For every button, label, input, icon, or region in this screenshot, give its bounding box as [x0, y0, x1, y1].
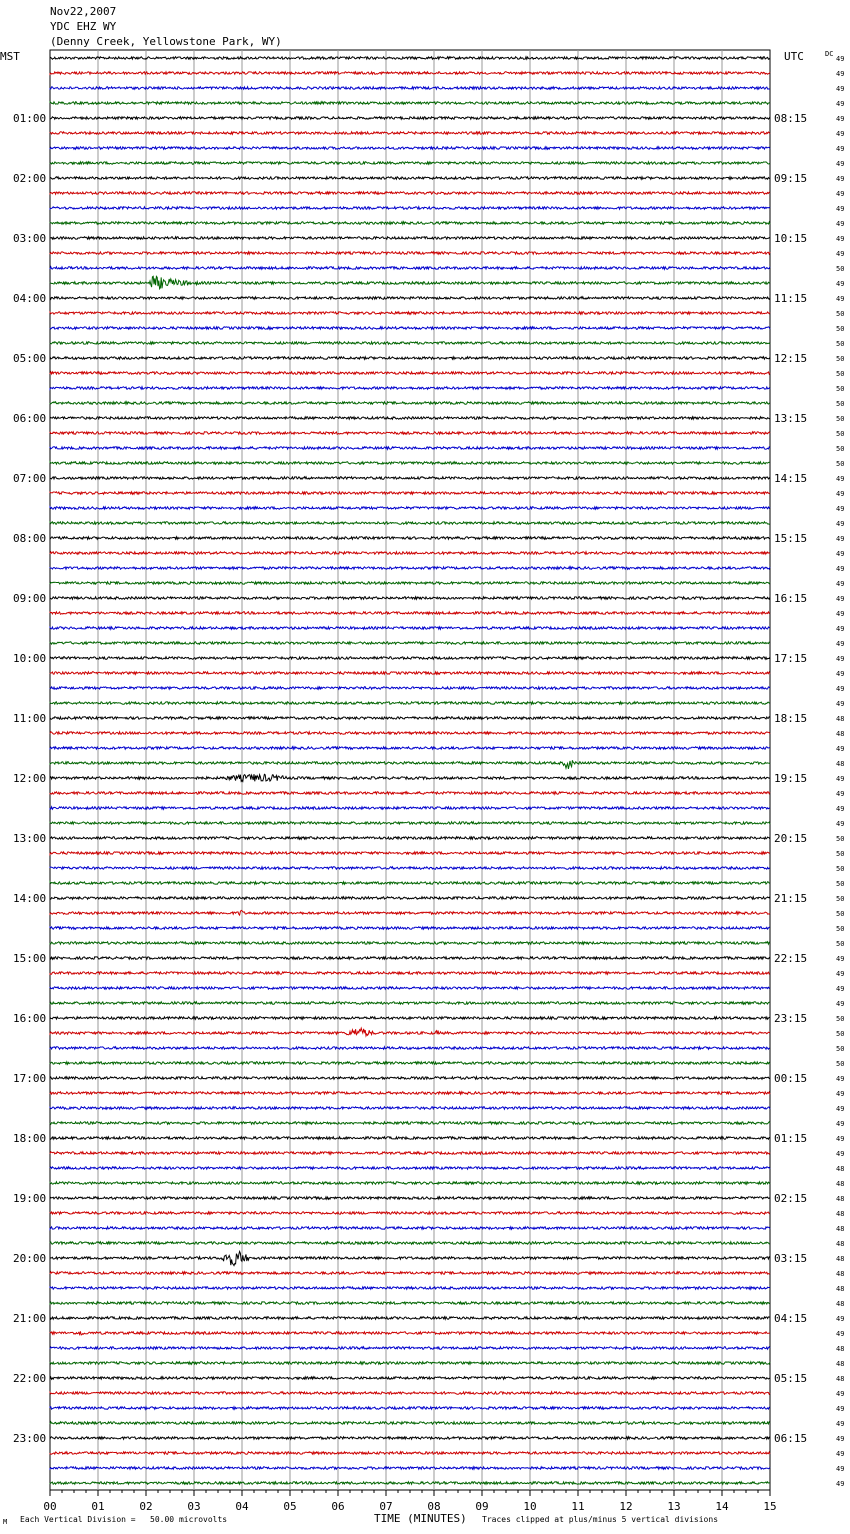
- trace-61: [50, 972, 770, 975]
- trace-52: [50, 837, 770, 840]
- dc-offset-value: 49: [836, 1150, 845, 1158]
- dc-offset-value: 50: [836, 910, 845, 918]
- dc-offset-value: 48: [836, 760, 845, 768]
- dc-offset-value: 49: [836, 1090, 845, 1098]
- x-tick-label: 09: [475, 1500, 489, 1513]
- trace-17: [50, 312, 770, 315]
- dc-offset-value: 48: [836, 1240, 845, 1248]
- trace-11: [50, 222, 770, 225]
- trace-68: [50, 1077, 770, 1080]
- x-tick-label: 13: [667, 1500, 681, 1513]
- utc-hour-label: 02:15: [774, 1192, 808, 1205]
- trace-76: [50, 1197, 770, 1199]
- dc-offset-value: 49: [836, 250, 845, 258]
- dc-offset-value: 50: [836, 370, 845, 378]
- trace-95: [50, 1482, 770, 1485]
- trace-71: [50, 1122, 770, 1125]
- dc-offset-value: 49: [836, 610, 845, 618]
- axis-labels: [0, 50, 833, 63]
- dc-offset-value: 49: [836, 1465, 845, 1473]
- dc-offset-value: 49: [836, 1120, 845, 1128]
- dc-offset-value: 50: [836, 1015, 845, 1023]
- trace-43: [50, 702, 770, 705]
- plot-date: Nov22,2007: [50, 5, 117, 18]
- trace-7: [50, 162, 770, 164]
- x-tick-label: 07: [379, 1500, 393, 1513]
- mst-hour-label: 09:00: [13, 592, 47, 605]
- utc-hour-label: 03:15: [774, 1252, 808, 1265]
- mst-hour-label: 06:00: [13, 412, 47, 425]
- x-tick-label: 05: [283, 1500, 297, 1513]
- trace-36: [50, 597, 770, 600]
- dc-offset-value: 49: [836, 235, 845, 243]
- trace-49: [50, 792, 770, 795]
- trace-37: [50, 612, 770, 615]
- x-axis-label: TIME (MINUTES): [374, 1512, 467, 1525]
- utc-hour-label: 18:15: [774, 712, 808, 725]
- trace-60: [50, 957, 770, 960]
- mst-hour-label: 18:00: [13, 1132, 47, 1145]
- dc-offset-value: 48: [836, 1255, 845, 1263]
- x-tick-label: 04: [235, 1500, 249, 1513]
- dc-offset-value: 49: [836, 145, 845, 153]
- x-tick-label: 10: [523, 1500, 537, 1513]
- trace-78: [50, 1227, 770, 1230]
- dc-offset-value: 49: [836, 1315, 845, 1323]
- mst-hour-label: 11:00: [13, 712, 47, 725]
- dc-offset-value: 49: [836, 565, 845, 573]
- trace-27: [50, 462, 770, 465]
- trace-79: [50, 1242, 770, 1245]
- dc-offset-value: 49: [836, 1105, 845, 1113]
- trace-80: [50, 1251, 770, 1265]
- dc-offset-value: 49: [836, 190, 845, 198]
- mst-hour-label: 08:00: [13, 532, 47, 545]
- station-location: (Denny Creek, Yellowstone Park, WY): [50, 35, 282, 48]
- dc-offset-value: 50: [836, 865, 845, 873]
- mst-hour-label: 16:00: [13, 1012, 47, 1025]
- utc-hour-label: 23:15: [774, 1012, 808, 1025]
- trace-62: [50, 987, 770, 989]
- dc-offset-value: 50: [836, 895, 845, 903]
- utc-hour-label: 11:15: [774, 292, 808, 305]
- trace-50: [50, 807, 770, 810]
- dc-offset-value: 49: [836, 475, 845, 483]
- dc-offset-value: 49: [836, 580, 845, 588]
- trace-24: [50, 417, 770, 420]
- trace-26: [50, 447, 770, 450]
- dc-offset-value: 49: [836, 550, 845, 558]
- utc-hour-label: 21:15: [774, 892, 808, 905]
- trace-4: [50, 117, 770, 120]
- dc-offset-value: 50: [836, 325, 845, 333]
- trace-25: [50, 432, 770, 434]
- dc-offset-value: 49: [836, 295, 845, 303]
- trace-16: [50, 297, 770, 300]
- dc-offset-value: 49: [836, 130, 845, 138]
- trace-91: [50, 1422, 770, 1425]
- dc-offset-value: 49: [836, 70, 845, 78]
- trace-74: [50, 1167, 770, 1170]
- minute-gridlines: [98, 50, 722, 1490]
- trace-20: [50, 357, 770, 360]
- utc-hour-label: 01:15: [774, 1132, 808, 1145]
- trace-22: [50, 387, 770, 390]
- dc-offset-value: 50: [836, 430, 845, 438]
- dc-offset-labels: [836, 55, 844, 1488]
- x-tick-label: 01: [91, 1500, 105, 1513]
- mst-hour-label: 01:00: [13, 112, 47, 125]
- dc-offset-value: 48: [836, 1165, 845, 1173]
- mst-hour-label: 21:00: [13, 1312, 47, 1325]
- utc-hour-label: 17:15: [774, 652, 808, 665]
- trace-2: [50, 87, 770, 90]
- trace-41: [50, 672, 770, 674]
- utc-hour-label: 05:15: [774, 1372, 808, 1385]
- trace-40: [50, 657, 770, 660]
- trace-73: [50, 1152, 770, 1155]
- trace-75: [50, 1182, 770, 1185]
- dc-offset-value: 49: [836, 1135, 845, 1143]
- x-tick-label: 08: [427, 1500, 441, 1513]
- trace-21: [50, 372, 770, 375]
- dc-offset-value: 49: [836, 115, 845, 123]
- dc-offset-value: 49: [836, 655, 845, 663]
- dc-offset-value: 48: [836, 1225, 845, 1233]
- trace-45: [50, 732, 770, 735]
- trace-88: [50, 1377, 770, 1379]
- trace-14: [50, 267, 770, 270]
- dc-offset-value: 49: [836, 505, 845, 513]
- dc-offset-value: 49: [836, 490, 845, 498]
- trace-69: [50, 1092, 770, 1095]
- trace-34: [50, 567, 770, 570]
- utc-hour-label: 22:15: [774, 952, 808, 965]
- dc-offset-value: 49: [836, 700, 845, 708]
- x-tick-label: 06: [331, 1500, 345, 1513]
- trace-35: [50, 582, 770, 585]
- dc-offset-value: 50: [836, 925, 845, 933]
- mst-hour-label: 05:00: [13, 352, 47, 365]
- x-tick-label: 14: [715, 1500, 729, 1513]
- dc-offset-value: 50: [836, 1030, 845, 1038]
- dc-offset-value: 48: [836, 1180, 845, 1188]
- x-tick-label: 15: [763, 1500, 777, 1513]
- utc-hour-label: 14:15: [774, 472, 808, 485]
- dc-offset-value: 49: [836, 1390, 845, 1398]
- trace-57: [50, 910, 770, 915]
- dc-offset-value: 48: [836, 1375, 845, 1383]
- trace-82: [50, 1287, 770, 1290]
- dc-offset-value: 48: [836, 1360, 845, 1368]
- x-tick-label: 03: [187, 1500, 201, 1513]
- mst-hour-label: 02:00: [13, 172, 47, 185]
- mst-hour-label: 13:00: [13, 832, 47, 845]
- dc-offset-value: 49: [836, 220, 845, 228]
- dc-offset-value: 50: [836, 400, 845, 408]
- dc-offset-value: 48: [836, 1300, 845, 1308]
- dc-offset-value: 49: [836, 970, 845, 978]
- dc-offset-value: 49: [836, 805, 845, 813]
- dc-offset-value: 49: [836, 775, 845, 783]
- utc-hour-label: 06:15: [774, 1432, 808, 1445]
- trace-70: [50, 1107, 770, 1110]
- dc-offset-value: 48: [836, 1345, 845, 1353]
- dc-offset-value: 50: [836, 340, 845, 348]
- dc-offset-value: 50: [836, 1060, 845, 1068]
- dc-offset-value: 49: [836, 1000, 845, 1008]
- trace-23: [50, 402, 770, 405]
- mst-hour-label: 03:00: [13, 232, 47, 245]
- x-tick-label: 02: [139, 1500, 153, 1513]
- dc-offset-value: 50: [836, 835, 845, 843]
- trace-56: [50, 897, 770, 900]
- dc-offset-value: 50: [836, 850, 845, 858]
- trace-77: [50, 1212, 770, 1214]
- dc-offset-value: 49: [836, 1420, 845, 1428]
- trace-19: [50, 342, 770, 344]
- dc-offset-value: 50: [836, 880, 845, 888]
- trace-10: [50, 207, 770, 210]
- trace-63: [50, 1002, 770, 1005]
- trace-85: [50, 1331, 770, 1335]
- mst-axis-label: MST: [0, 50, 20, 63]
- trace-58: [50, 927, 770, 930]
- dc-offset-value: 49: [836, 955, 845, 963]
- mst-hour-label: 20:00: [13, 1252, 47, 1265]
- utc-hour-label: 00:15: [774, 1072, 808, 1085]
- trace-9: [50, 192, 770, 195]
- trace-6: [50, 147, 770, 149]
- trace-59: [50, 942, 770, 945]
- dc-offset-value: 49: [836, 1075, 845, 1083]
- trace-3: [50, 102, 770, 105]
- dc-offset-value: 48: [836, 1195, 845, 1203]
- trace-66: [50, 1047, 770, 1050]
- dc-offset-value: 48: [836, 1270, 845, 1278]
- vertical-scale-note: Each Vertical Division = 50.00 microvolts: [20, 1515, 228, 1524]
- mst-hour-label: 12:00: [13, 772, 47, 785]
- x-tick-label: 00: [43, 1500, 57, 1513]
- trace-84: [50, 1317, 770, 1320]
- trace-55: [50, 882, 770, 885]
- mst-hour-label: 14:00: [13, 892, 47, 905]
- dc-offset-value: 50: [836, 385, 845, 393]
- trace-30: [50, 507, 770, 509]
- dc-offset-value: 50: [836, 460, 845, 468]
- trace-51: [50, 822, 770, 825]
- utc-hour-label: 20:15: [774, 832, 808, 845]
- trace-42: [50, 687, 770, 690]
- utc-axis-label: UTC: [784, 50, 804, 63]
- dc-offset-value: 50: [836, 265, 845, 273]
- dc-offset-value: 49: [836, 100, 845, 108]
- trace-44: [50, 717, 770, 720]
- trace-87: [50, 1362, 770, 1365]
- dc-offset-value: 49: [836, 1405, 845, 1413]
- trace-81: [50, 1272, 770, 1275]
- utc-hour-label: 13:15: [774, 412, 808, 425]
- dc-offset-value: 49: [836, 520, 845, 528]
- dc-offset-value: 48: [836, 1285, 845, 1293]
- dc-offset-value: 49: [836, 55, 845, 63]
- mst-hour-label: 22:00: [13, 1372, 47, 1385]
- trace-18: [50, 327, 770, 329]
- station-title: YDC EHZ WY: [50, 20, 117, 33]
- trace-13: [50, 252, 770, 255]
- dc-offset-value: 50: [836, 940, 845, 948]
- trace-54: [50, 867, 770, 870]
- trace-15: [50, 276, 770, 289]
- dc-offset-value: 49: [836, 790, 845, 798]
- dc-offset-value: 50: [836, 415, 845, 423]
- trace-53: [50, 852, 770, 854]
- dc-offset-value: 49: [836, 1450, 845, 1458]
- trace-48: [50, 774, 770, 781]
- utc-hour-label: 12:15: [774, 352, 808, 365]
- dc-offset-value: 49: [836, 85, 845, 93]
- dc-offset-value: 48: [836, 715, 845, 723]
- dc-offset-value: 49: [836, 685, 845, 693]
- trace-72: [50, 1137, 770, 1140]
- utc-hour-label: 10:15: [774, 232, 808, 245]
- dc-offset-value: 49: [836, 595, 845, 603]
- trace-92: [50, 1437, 770, 1440]
- mst-hour-label: 23:00: [13, 1432, 47, 1445]
- dc-offset-value: 49: [836, 1330, 845, 1338]
- utc-hour-label: 16:15: [774, 592, 808, 605]
- dc-offset-value: 49: [836, 160, 845, 168]
- dc-offset-value: 48: [836, 730, 845, 738]
- trace-33: [50, 552, 770, 555]
- trace-31: [50, 522, 770, 525]
- trace-47: [50, 760, 770, 769]
- dc-offset-value: 49: [836, 535, 845, 543]
- trace-46: [50, 747, 770, 750]
- x-axis-ticks: [43, 1490, 776, 1513]
- trace-12: [50, 237, 770, 239]
- trace-65: [50, 1028, 770, 1036]
- trace-group: [50, 57, 770, 1485]
- trace-94: [50, 1467, 770, 1470]
- trace-86: [50, 1347, 770, 1350]
- trace-32: [50, 537, 770, 540]
- utc-hour-label: 04:15: [774, 1312, 808, 1325]
- trace-1: [50, 72, 770, 75]
- corner-mark: M: [3, 1518, 8, 1526]
- mst-hour-label: 17:00: [13, 1072, 47, 1085]
- dc-offset-value: 48: [836, 1210, 845, 1218]
- dc-offset-value: 50: [836, 310, 845, 318]
- dc-offset-value: 49: [836, 670, 845, 678]
- mst-hour-label: 10:00: [13, 652, 47, 665]
- trace-67: [50, 1062, 770, 1065]
- trace-93: [50, 1452, 770, 1455]
- utc-hour-label: 08:15: [774, 112, 808, 125]
- dc-offset-value: 49: [836, 1480, 845, 1488]
- trace-90: [50, 1407, 770, 1410]
- trace-5: [50, 132, 770, 135]
- mst-hour-label: 07:00: [13, 472, 47, 485]
- mst-hour-label: 15:00: [13, 952, 47, 965]
- mst-hour-label: 19:00: [13, 1192, 47, 1205]
- utc-hour-label: 15:15: [774, 532, 808, 545]
- trace-8: [50, 177, 770, 180]
- trace-83: [50, 1302, 770, 1304]
- dc-offset-value: 49: [836, 280, 845, 288]
- utc-hour-label: 19:15: [774, 772, 808, 785]
- dc-offset-value: 49: [836, 640, 845, 648]
- dc-offset-value: 49: [836, 820, 845, 828]
- dc-offset-value: 49: [836, 985, 845, 993]
- x-tick-label: 12: [619, 1500, 633, 1513]
- dc-offset-value: 50: [836, 1045, 845, 1053]
- utc-hour-label: 09:15: [774, 172, 808, 185]
- trace-64: [50, 1017, 770, 1020]
- dc-axis-label: DC: [825, 50, 834, 58]
- dc-offset-value: 49: [836, 205, 845, 213]
- dc-offset-value: 50: [836, 445, 845, 453]
- trace-39: [50, 642, 770, 644]
- mst-hour-label: 04:00: [13, 292, 47, 305]
- x-tick-label: 11: [571, 1500, 585, 1513]
- dc-offset-value: 49: [836, 175, 845, 183]
- trace-89: [50, 1392, 770, 1395]
- trace-29: [50, 492, 770, 495]
- dc-offset-value: 49: [836, 745, 845, 753]
- dc-offset-value: 50: [836, 355, 845, 363]
- clip-note: Traces clipped at plus/minus 5 vertical divisions: [482, 1515, 719, 1524]
- trace-38: [50, 627, 770, 630]
- trace-0: [50, 57, 770, 59]
- trace-28: [50, 477, 770, 480]
- dc-offset-value: 49: [836, 625, 845, 633]
- dc-offset-value: 49: [836, 1435, 845, 1443]
